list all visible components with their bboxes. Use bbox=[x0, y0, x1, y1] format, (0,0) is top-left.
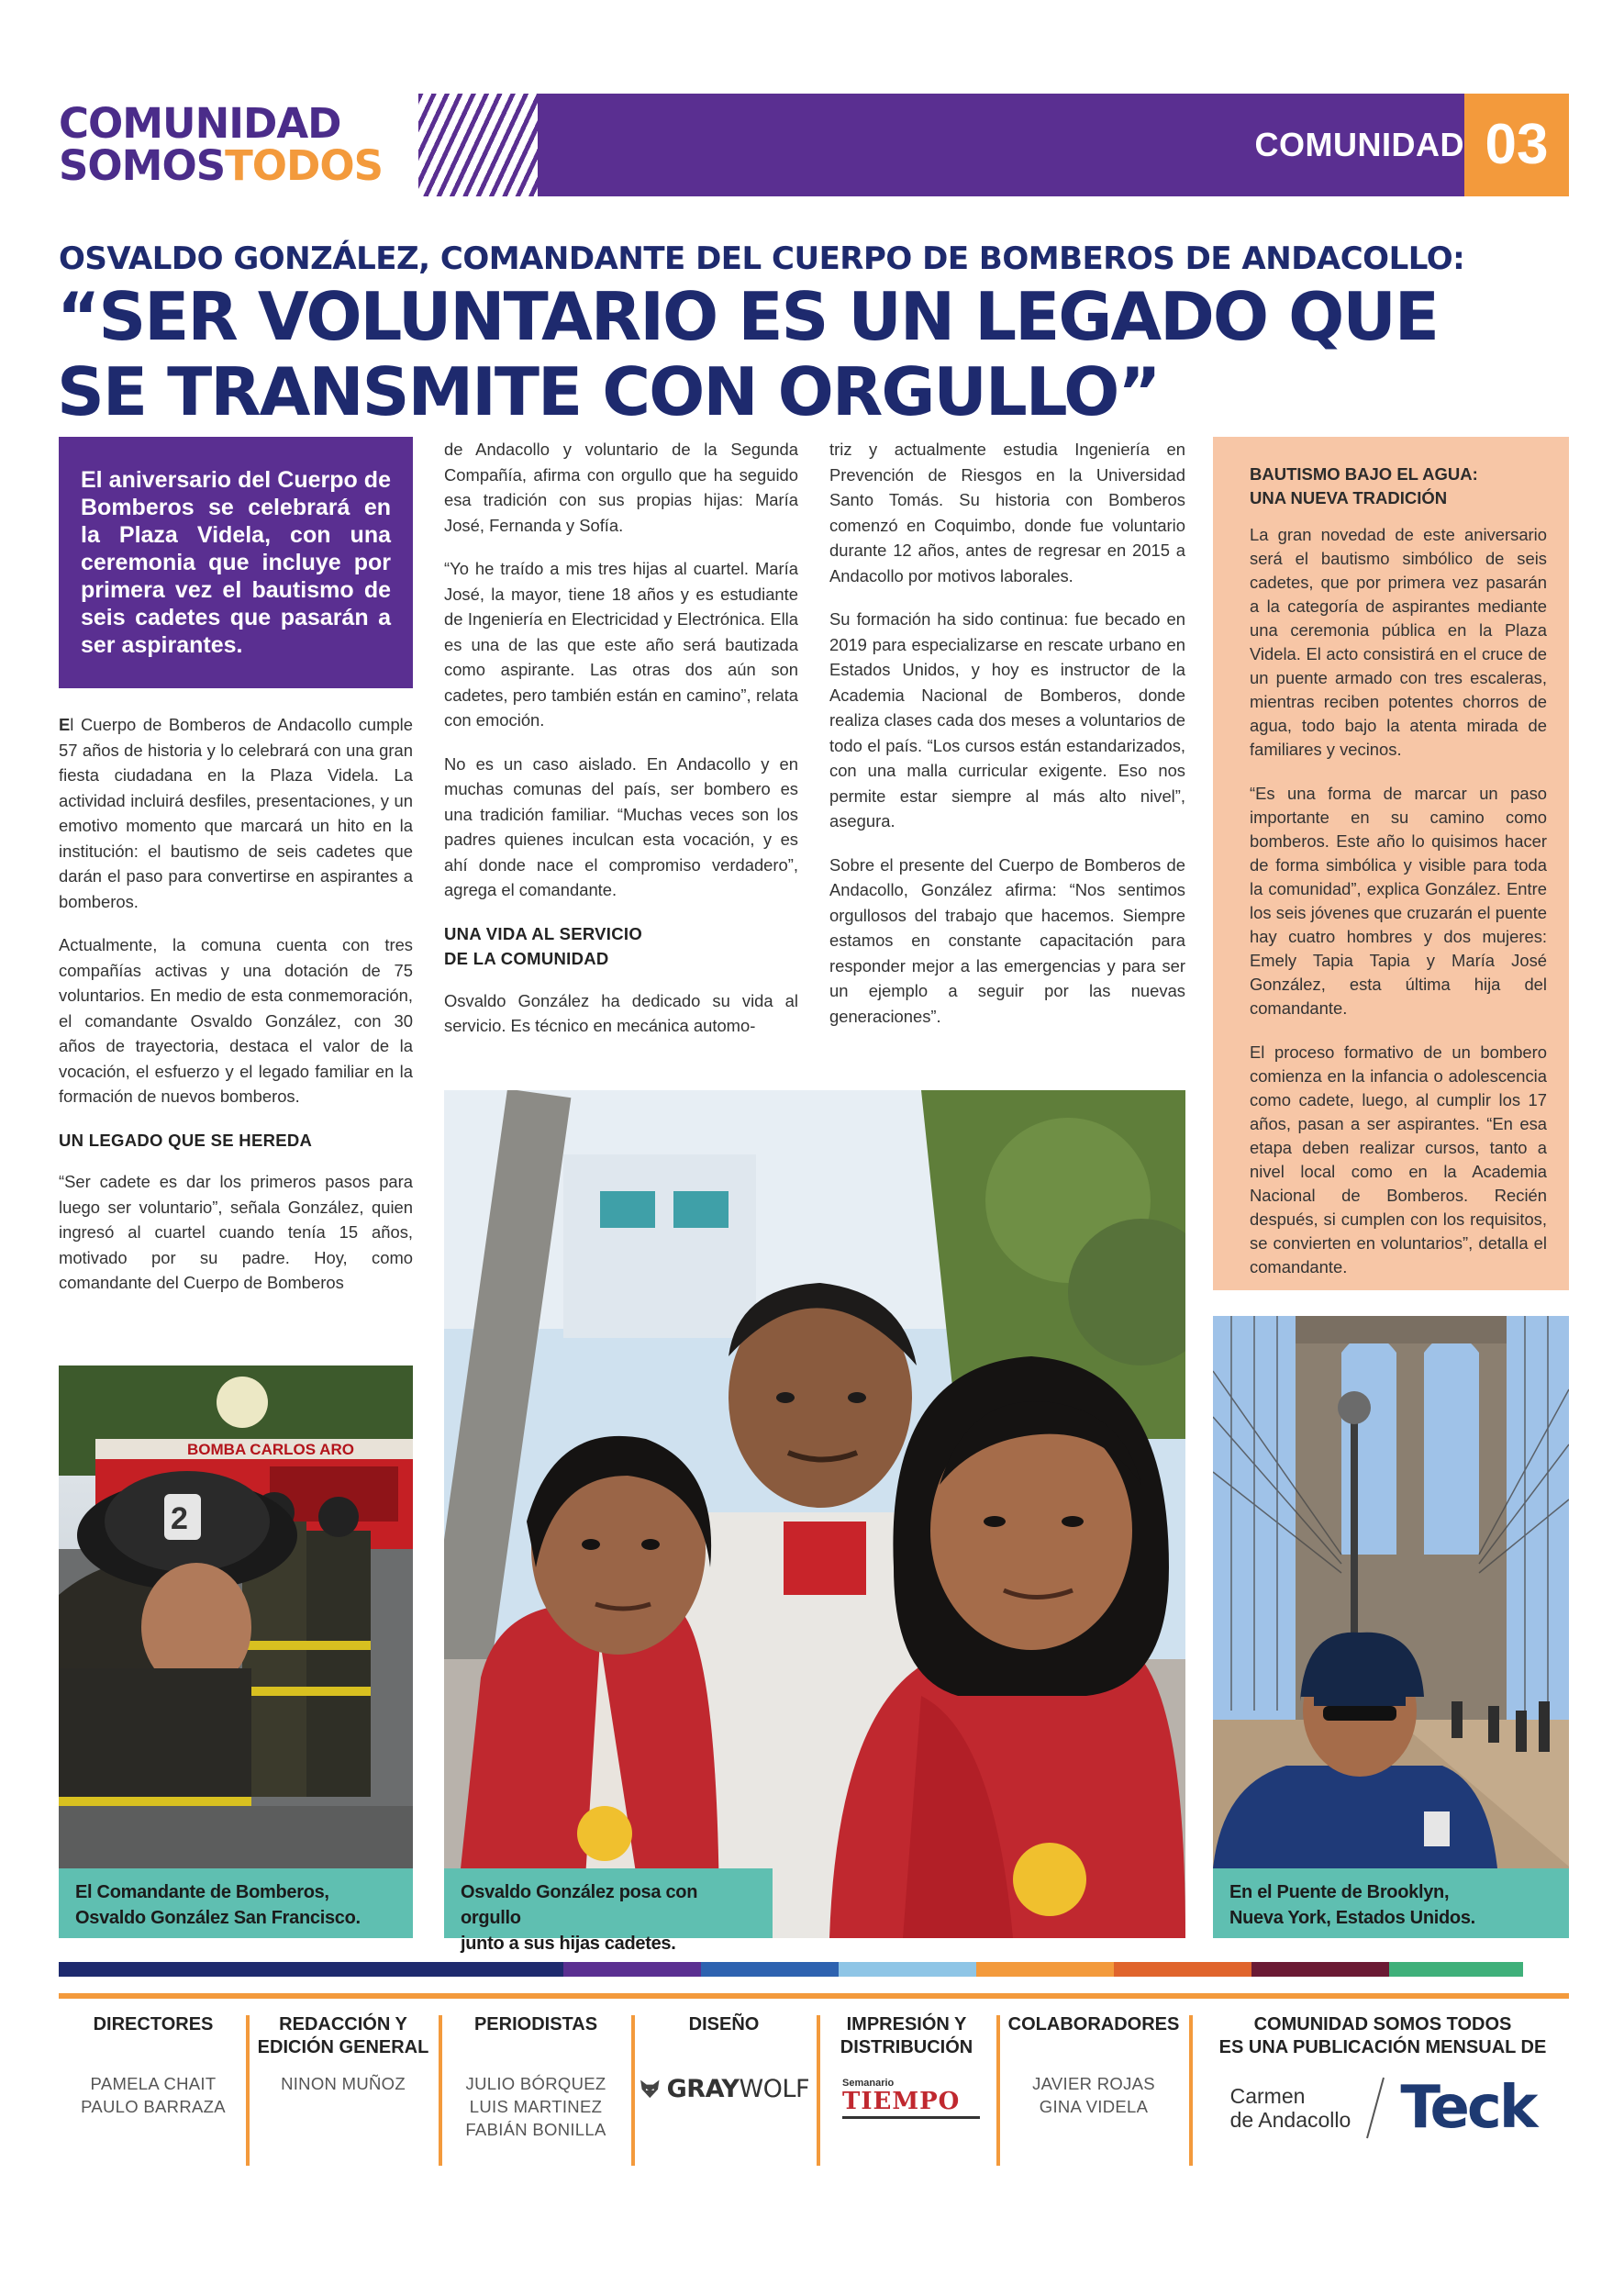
paragraph: “Ser cadete es dar los primeros pasos para luego ser voluntario”, señala González, quien ingresó al cuartel cuando tenía 15 años, motivado por su padre. Hoy, como comandante del Cuerpo de Bomberos bbox=[59, 1172, 413, 1292]
credits-label-line: ES UNA PUBLICACIÓN MENSUAL DE bbox=[1218, 2037, 1547, 2057]
caption-line: Osvaldo González San Francisco. bbox=[75, 1908, 361, 1928]
color-stripe-divider bbox=[59, 1962, 1569, 1977]
paragraph: No es un caso aislado. En Andacollo y en muchas comunas del país, ser bombero es una tradición familiar. “Muchas veces son los padres quienes inculcan esta vocación, y es ahí donde nace el compromiso verdadero”, agrega el comandante. bbox=[444, 753, 798, 899]
caption-line: El Comandante de Bomberos, bbox=[75, 1882, 329, 1902]
credit-name: FABIÁN BONILLA bbox=[465, 2120, 606, 2139]
article-column-3 bbox=[829, 437, 1185, 1047]
caption-line: junto a sus hijas cadetes. bbox=[461, 1934, 676, 1954]
footer-separator bbox=[631, 2015, 635, 2166]
teck-brand: Teck bbox=[1400, 2074, 1536, 2142]
footer-rule bbox=[59, 1993, 1569, 1999]
credits-label: DISEÑO bbox=[688, 2014, 760, 2034]
article-headline bbox=[57, 279, 1580, 429]
credits-label bbox=[824, 2013, 989, 2059]
paragraph-text: l Cuerpo de Bomberos de Andacollo cumple 57 años de historia y lo celebrará con una gran fiesta ciudadana en la Plaza Videla. La actividad incluirá desfiles, presentaciones, y un emotivo momento que marcará un hito en la institución: el bautismo de seis cadetes que darán el paso para convertirse en aspirantes a bomberos. bbox=[59, 715, 413, 911]
credits-label bbox=[253, 2013, 433, 2059]
photo-firefighter bbox=[59, 1366, 413, 1868]
sidebar-paragraph: “Es una forma de marcar un paso importante en su camino como bomberos. Este año lo quisimos hacer de forma simbólica y visible para toda la comunidad”, explica González. Entre los seis jóvenes que cruzarán el puente hay cuatro hombres y dos mujeres: Emely Tapia Tapia y María José González, esta última hija del comandante. bbox=[1250, 784, 1547, 1018]
tiempo-logo-text: TIEMPO bbox=[842, 2088, 961, 2115]
family-selfie-illustration bbox=[444, 1090, 1185, 1938]
lead-box: El aniversario del Cuerpo de Bomberos se celebrará en la Plaza Videla, con una ceremonia que incluye por primera vez el bautismo de seis cadetes que pasarán a ser aspirantes. bbox=[59, 437, 413, 688]
wolf-icon bbox=[639, 2073, 662, 2104]
credits-label: PERIODISTAS bbox=[473, 2014, 598, 2034]
sidebar-paragraph: La gran novedad de este aniversario será el bautismo simbólico de seis cadetes, que por primera vez pasarán a la categoría de aspirantes mediante una ceremonia pública en la Plaza Videla. El acto consistirá en el cruce de un puente armado con tres escaleras, mientras reciben potentes chorros de agua, todo bajo la atenta mirada de familiares y vecinos. bbox=[1250, 525, 1547, 759]
footer-separator bbox=[246, 2015, 250, 2166]
teck-location-line: Carmen bbox=[1229, 2084, 1306, 2108]
slash-divider-icon bbox=[1363, 2076, 1387, 2140]
paragraph: de Andacollo y voluntario de la Segunda Compañía, afirma con orgullo que ha seguido esa tradición con sus propias hijas: María José, Fernanda y Sofía. bbox=[444, 440, 798, 535]
svg-text:2: 2 bbox=[171, 1501, 188, 1536]
footer-separator bbox=[817, 2015, 820, 2166]
footer-separator bbox=[996, 2015, 1000, 2166]
headline-line-2: SE TRANSMITE CON ORGULLO” bbox=[57, 353, 1160, 430]
credit-name: PAULO BARRAZA bbox=[81, 2097, 226, 2116]
graywolf-logo bbox=[639, 2073, 809, 2104]
page-number: 03 bbox=[1464, 94, 1569, 196]
caption-line: En el Puente de Brooklyn, bbox=[1229, 1882, 1450, 1902]
article-kicker: OSVALDO GONZÁLEZ, COMANDANTE DEL CUERPO DE BOMBEROS DE ANDACOLLO: bbox=[59, 240, 1465, 277]
credits-impresion bbox=[824, 2013, 989, 2119]
brand-line-2 bbox=[59, 141, 407, 190]
credits-colaboradores bbox=[1004, 2013, 1184, 2118]
paragraph: Actualmente, la comuna cuenta con tres compañías activas y una dotación de 75 voluntarios. En medio de esta conmemoración, el comandante Osvaldo González, con 30 años de trayectoria, destaca el valor de la vocación, el esfuerzo y el legado familiar en la formación de nuevos bomberos. bbox=[59, 935, 413, 1106]
tiempo-logo-small: Semanario bbox=[842, 2078, 895, 2089]
credit-name: GINA VIDELA bbox=[1039, 2097, 1149, 2116]
article-column-1 bbox=[59, 712, 413, 1314]
credits-label: DIRECTORES bbox=[93, 2014, 214, 2034]
credits-label: COLABORADORES bbox=[1007, 2014, 1180, 2034]
caption-line: Osvaldo González posa con orgullo bbox=[461, 1882, 698, 1928]
footer-separator bbox=[1189, 2015, 1193, 2166]
credit-name: PAMELA CHAIT bbox=[90, 2074, 217, 2093]
photo-family-selfie bbox=[444, 1090, 1185, 1938]
teck-location bbox=[1230, 2084, 1351, 2132]
sidebar-box bbox=[1213, 437, 1569, 1290]
subheading-line: UNA VIDA AL SERVICIO bbox=[444, 923, 643, 943]
brooklyn-bridge-illustration bbox=[1213, 1316, 1569, 1868]
caption-line: Nueva York, Estados Unidos. bbox=[1229, 1908, 1475, 1928]
sidebar-paragraph: El proceso formativo de un bombero comienza en la infancia o adolescencia como cadete, luego, al cumplir los 17 años, pasan a ser aspirantes. “En esa etapa deben realizar cursos, tanto a nivel local como en la Academia Nacional de Bomberos. Recién después, si cumplen con los requisitos, se convierten en voluntarios”, detalla el comandante. bbox=[1250, 1042, 1547, 1276]
credits-directores bbox=[68, 2013, 239, 2118]
subheading bbox=[444, 921, 798, 972]
brand-todos: TODOS bbox=[225, 141, 384, 190]
headline-line-1: “SER VOLUNTARIO ES UN LEGADO QUE bbox=[57, 278, 1438, 355]
brand-line-1: COMUNIDAD bbox=[59, 99, 341, 148]
credits-values bbox=[1004, 2072, 1184, 2118]
truck-lettering: BOMBA CARLOS ARO bbox=[187, 1441, 354, 1458]
credits-label-line: EDICIÓN GENERAL bbox=[257, 2037, 429, 2057]
photo-caption-left bbox=[59, 1868, 413, 1938]
paragraph bbox=[59, 712, 413, 914]
photo-brooklyn-bridge bbox=[1213, 1316, 1569, 1868]
credits-label-line: COMUNIDAD SOMOS TODOS bbox=[1253, 2014, 1512, 2034]
credits-label-line: REDACCIÓN Y bbox=[279, 2014, 407, 2034]
graywolf-logo-text-b: WOLF bbox=[739, 2074, 809, 2103]
brand-somos: SOMOS bbox=[59, 141, 226, 190]
credits-periodistas bbox=[446, 2013, 626, 2141]
teck-location-line: de Andacollo bbox=[1229, 2108, 1351, 2132]
credits-redaccion bbox=[253, 2013, 433, 2095]
credits-publisher bbox=[1196, 2013, 1569, 2140]
paragraph: triz y actualmente estudia Ingeniería en Prevención de Riesgos en la Universidad Santo Tomás. Su historia con Bomberos comenzó en Coquimbo, donde fue voluntario durante 12 años, antes de regresar en 2015 a Andacollo por motivos laborales. bbox=[829, 440, 1185, 585]
footer-separator bbox=[439, 2015, 442, 2166]
credits-label-line: IMPRESIÓN Y bbox=[846, 2014, 967, 2034]
article-column-2 bbox=[444, 437, 798, 1057]
credits-values bbox=[446, 2072, 626, 2141]
subheading-line: DE LA COMUNIDAD bbox=[444, 949, 609, 968]
publication-logo bbox=[59, 99, 407, 190]
section-label: COMUNIDAD bbox=[1254, 126, 1464, 163]
credit-name: JULIO BÓRQUEZ bbox=[465, 2074, 606, 2093]
paragraph: Su formación ha sido continua: fue becado en 2019 para especializarse en rescate urbano en Estados Unidos, y hoy es instructor de la Academia Nacional de Bomberos, donde realiza clases cada dos meses a voluntarios de todo el país. “Los cursos están estandarizados, con una malla curricular exigente. Eso nos permite estar siempre al más alto nivel”, asegura. bbox=[829, 609, 1185, 830]
paragraph: “Yo he traído a mis tres hijas al cuartel. María José, la mayor, tiene 18 años y es estudiante de Ingeniería en Electricidad y Electrónica. Ella es una de las que este año será bautizada como aspirante. Las otras dos aún son cadetes, pero también están en camino”, relata con emoción. bbox=[444, 559, 798, 730]
credits-label-line: DISTRIBUCIÓN bbox=[840, 2037, 973, 2057]
photo-caption-center bbox=[444, 1868, 773, 1954]
sidebar-title bbox=[1250, 463, 1547, 510]
teck-logo bbox=[1196, 2076, 1569, 2140]
sidebar-title-line: UNA NUEVA TRADICIÓN bbox=[1250, 488, 1448, 507]
header-hatch-decoration bbox=[418, 94, 538, 196]
credit-name: JAVIER ROJAS bbox=[1032, 2074, 1155, 2093]
firefighter-illustration bbox=[59, 1366, 413, 1868]
graywolf-logo-text-a: GRAY bbox=[666, 2074, 740, 2103]
paragraph: Osvaldo González ha dedicado su vida al servicio. Es técnico en mecánica automo- bbox=[444, 990, 798, 1035]
credit-name: LUIS MARTINEZ bbox=[469, 2097, 603, 2116]
drop-cap: E bbox=[59, 715, 71, 734]
sidebar-title-line: BAUTISMO BAJO EL AGUA: bbox=[1250, 464, 1478, 484]
credits-label bbox=[1196, 2013, 1569, 2059]
tiempo-logo bbox=[824, 2078, 989, 2119]
subheading: UN LEGADO QUE SE HEREDA bbox=[59, 1130, 313, 1150]
credit-name: NINON MUÑOZ bbox=[281, 2074, 406, 2093]
photo-caption-right bbox=[1213, 1868, 1569, 1938]
credits-values bbox=[68, 2072, 239, 2118]
credits-diseno bbox=[639, 2013, 809, 2104]
paragraph: Sobre el presente del Cuerpo de Bomberos de Andacollo, González afirma: “Nos sentimos orgullosos del trabajo que hacemos. Siempre estamos en constante capacitación para responder mejor a las emergencias y para ser un ejemplo a seguir por las nuevas generaciones”. bbox=[829, 854, 1185, 1026]
